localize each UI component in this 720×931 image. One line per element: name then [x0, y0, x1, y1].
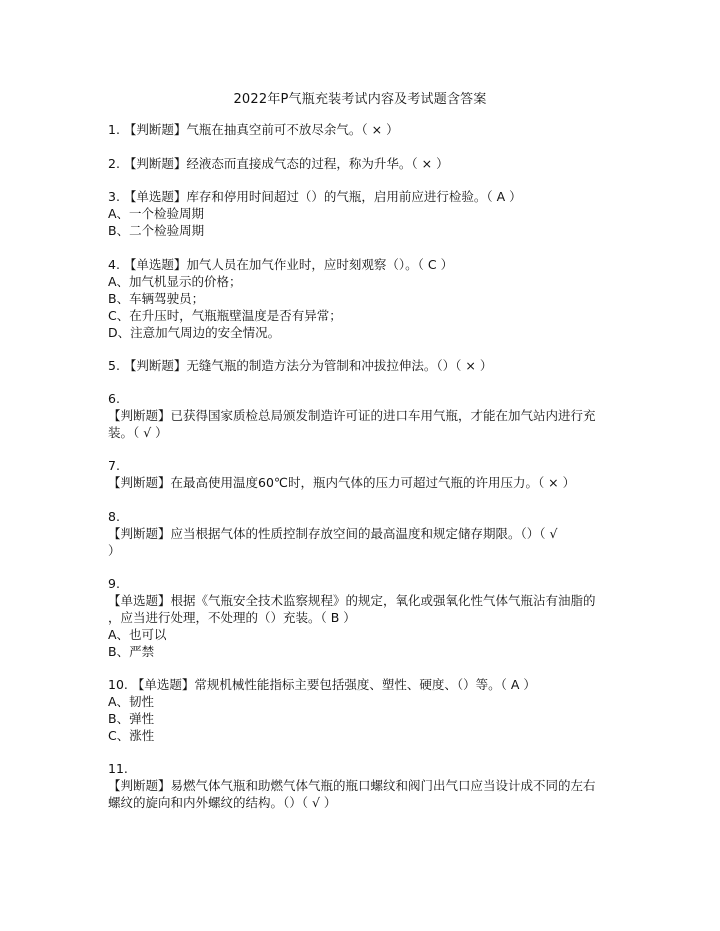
question-3-option-a: A、一个检验周期: [108, 206, 205, 221]
question-1-line-1: 1. 【判断题】气瓶在抽真空前可不放尽余气。（ × ）: [108, 122, 399, 137]
question-11-number: 11.: [108, 761, 128, 776]
question-4-option-d: D、注意加气周边的安全情况。: [108, 325, 281, 340]
question-8-line-2: ）: [108, 543, 121, 558]
question-9-line-1: 【单选题】根据《气瓶安全技术监察规程》的规定，氧化或强氧化性气体气瓶沾有油脂的: [108, 593, 596, 608]
question-7-line-1: 【判断题】在最高使用温度60℃时，瓶内气体的压力可超过气瓶的许用压力。（ × ）: [108, 475, 576, 490]
question-6-line-2: 装。（ √ ）: [108, 425, 168, 440]
question-9-line-2: ，应当进行处理，不处理的（）充装。（ B ）: [108, 610, 356, 625]
question-6-line-1: 【判断题】已获得国家质检总局颁发制造许可证的进口车用气瓶，才能在加气站内进行充: [108, 408, 596, 423]
question-10-option-c: C、涨性: [108, 728, 155, 743]
question-5-line-1: 5. 【判断题】无缝气瓶的制造方法分为管制和冲拔拉伸法。（）（ × ）: [108, 358, 493, 373]
question-4-option-b: B、车辆驾驶员；: [108, 291, 205, 306]
question-8-number: 8.: [108, 509, 120, 524]
document-title: 2022年P气瓶充装考试内容及考试题含答案: [233, 92, 487, 107]
question-10-option-a: A、韧性: [108, 694, 155, 709]
question-4-line-1: 4. 【单选题】加气人员在加气作业时，应时刻观察（）。（ C ）: [108, 257, 454, 272]
question-9-option-b: B、严禁: [108, 644, 155, 659]
question-7-number: 7.: [108, 458, 120, 473]
question-8-line-1: 【判断题】应当根据气体的性质控制存放空间的最高温度和规定储存期限。（）（ √: [108, 526, 558, 541]
question-4-option-c: C、在升压时，气瓶瓶壁温度是否有异常；: [108, 308, 342, 323]
question-10-option-b: B、弹性: [108, 711, 155, 726]
question-11-line-2: 螺纹的旋向和内外螺纹的结构。（）（ √ ）: [108, 795, 337, 810]
question-9-number: 9.: [108, 576, 120, 591]
question-6-number: 6.: [108, 391, 120, 406]
question-10-line-1: 10. 【单选题】常规机械性能指标主要包括强度、塑性、硬度、（）等。（ A ）: [108, 677, 536, 692]
question-3-option-b: B、二个检验周期: [108, 223, 205, 238]
question-9-option-a: A、也可以: [108, 627, 167, 642]
question-2-line-1: 2. 【判断题】经液态而直接成气态的过程，称为升华。（ × ）: [108, 156, 449, 171]
question-3-line-1: 3. 【单选题】库存和停用时间超过（）的气瓶，启用前应进行检验。（ A ）: [108, 189, 522, 204]
question-4-option-a: A、加气机显示的价格；: [108, 274, 242, 289]
question-11-line-1: 【判断题】易燃气体气瓶和助燃气体气瓶的瓶口螺纹和阀门出气口应当设计成不同的左右: [108, 778, 596, 793]
